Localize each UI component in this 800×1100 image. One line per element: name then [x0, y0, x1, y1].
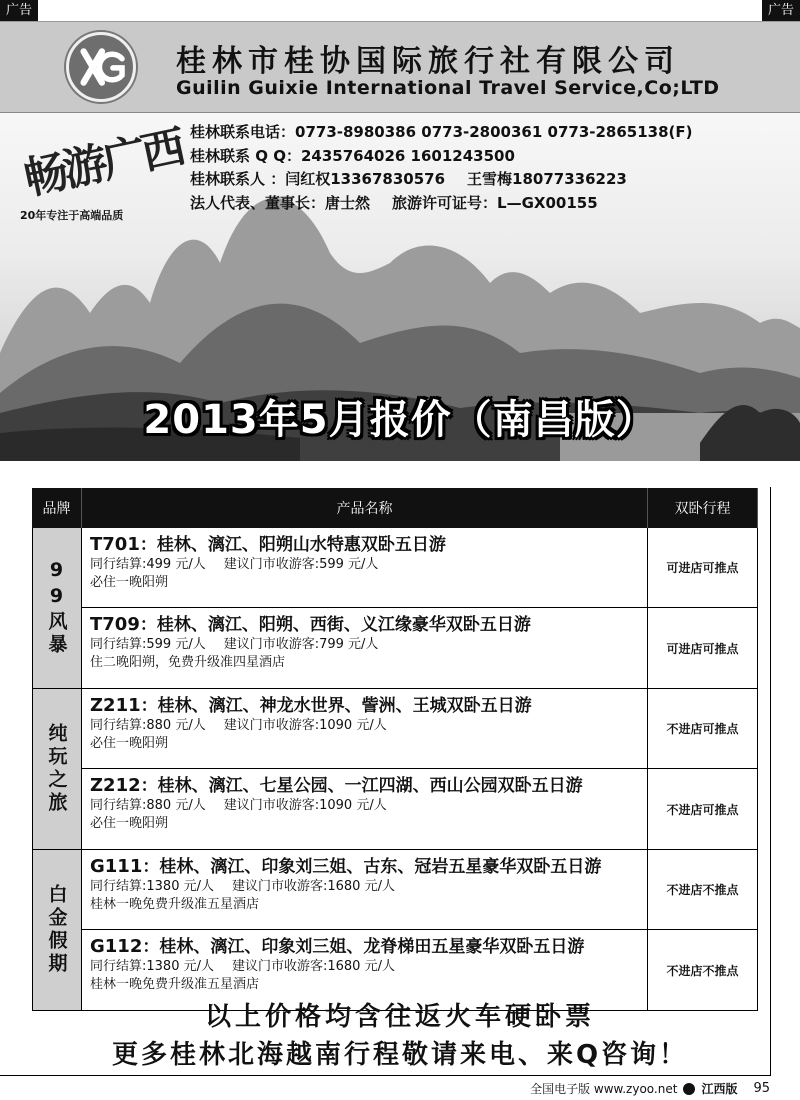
product-cell [82, 769, 648, 849]
settle-price: 同行结算:1380 元/人 [90, 959, 214, 974]
product-note: 必住一晚阳朔 [90, 736, 169, 751]
product-code: G112 [90, 936, 143, 957]
header-brand: 品牌 [32, 488, 82, 528]
slogan-block [12, 121, 187, 223]
landscape-banner [0, 113, 800, 461]
license-number: L—GX00155 [497, 193, 598, 212]
product-code: Z211 [90, 695, 141, 716]
price-title: 2013年5月报价（南昌版） [143, 397, 657, 443]
product-cell [82, 689, 648, 768]
product-title: ：桂林、漓江、印象刘三姐、古东、冠岩五星豪华双卧五日游 [142, 857, 602, 877]
contact-phone-label: 桂林联系电话： [190, 123, 296, 141]
license-label: 旅游许可证号： [392, 193, 498, 212]
price-table [32, 488, 758, 1011]
settle-price: 同行结算:880 元/人 [90, 798, 206, 813]
ad-tag-right: 广告 [762, 0, 800, 21]
page-number: 95 [753, 1081, 770, 1096]
contact-person-row [190, 168, 693, 192]
retail-price: 建议门市收游客:799 元/人 [223, 637, 379, 652]
ad-tag-left: 广告 [0, 0, 38, 21]
contact-person-label: 桂林联系人 ： [190, 170, 286, 188]
product-note: 桂林一晚免费升级准五星酒店 [90, 977, 260, 992]
page-divider [0, 1075, 770, 1076]
xg-logo-icon [69, 35, 133, 99]
product-title: ：桂林、漓江、神龙水世界、訾洲、王城双卧五日游 [140, 696, 532, 716]
shopping-policy: 不进店不推点 [648, 930, 758, 1010]
right-frame-line [770, 487, 771, 1076]
company-logo [66, 32, 136, 102]
edition-logo-icon [683, 1083, 695, 1095]
table-row [82, 769, 758, 849]
product-code: T701 [90, 534, 140, 555]
brand-name: 白金假期 [45, 884, 68, 976]
legal-rep-label: 法人代表、董事长： [190, 193, 326, 212]
table-row [82, 608, 758, 688]
contact-qq: 2435764026 1601243500 [300, 146, 515, 165]
legal-rep-name: 唐士然 [325, 193, 371, 212]
settle-price: 同行结算:599 元/人 [90, 637, 206, 652]
slogan-calligraphy: 畅游广西 [19, 121, 187, 205]
table-row [82, 528, 758, 608]
brand-cell [33, 528, 82, 688]
brand-cell [33, 689, 82, 849]
company-name-cn: 桂林市桂协国际旅行社有限公司 [176, 44, 680, 79]
brand-cell [33, 850, 82, 1010]
brand-name: 纯玩之旅 [45, 723, 68, 815]
table-header [32, 488, 758, 528]
product-cell [82, 528, 648, 607]
product-note: 住二晚阳朔，免费升级准四星酒店 [90, 655, 286, 670]
footer-site: 全国电子版 www.zyoo.net [530, 1082, 678, 1096]
product-note: 桂林一晚免费升级准五星酒店 [90, 897, 260, 912]
settle-price: 同行结算:880 元/人 [90, 718, 206, 733]
brand-group [32, 528, 758, 689]
header-product-name: 产品名称 [82, 488, 648, 528]
company-name-en: Guilin Guixie International Travel Service,Co;LTD [176, 77, 720, 99]
page-footer [530, 1080, 770, 1097]
contact-phones: 0773-8980386 0773-2800361 0773-2865138(F) [295, 123, 693, 141]
shopping-policy: 不进店不推点 [648, 850, 758, 929]
shopping-policy: 不进店可推点 [648, 689, 758, 768]
retail-price: 建议门市收游客:599 元/人 [223, 557, 379, 572]
contact-qq-row [190, 145, 693, 169]
brand-group [32, 850, 758, 1011]
table-row [82, 689, 758, 769]
product-title: ：桂林、漓江、七星公园、一江四湖、西山公园双卧五日游 [140, 776, 583, 796]
footer-note-ticket: 以上价格均含往返火车硬卧票 [204, 1002, 595, 1032]
contact-qq-label: 桂林联系 Q Q： [190, 146, 301, 165]
retail-price: 建议门市收游客:1680 元/人 [231, 959, 395, 974]
table-row [82, 850, 758, 930]
contact-person-2: 王雪梅18077336223 [467, 170, 627, 188]
product-cell [82, 608, 648, 688]
slogan-subtitle: 20年专注于高端品质 [20, 209, 124, 222]
footer-note-contact: 更多桂林北海越南行程敬请来电、来Q咨询！ [111, 1040, 689, 1070]
product-cell [82, 850, 648, 929]
shopping-policy: 不进店可推点 [648, 769, 758, 849]
product-code: Z212 [90, 775, 141, 796]
product-title: ：桂林、漓江、印象刘三姐、龙脊梯田五星豪华双卧五日游 [142, 937, 585, 957]
settle-price: 同行结算:499 元/人 [90, 557, 206, 572]
contact-info [190, 121, 693, 215]
brand-group [32, 689, 758, 850]
product-note: 必住一晚阳朔 [90, 816, 169, 831]
product-code: G111 [90, 856, 143, 877]
company-header [0, 21, 800, 113]
product-note: 必住一晚阳朔 [90, 575, 169, 590]
retail-price: 建议门市收游客:1090 元/人 [223, 718, 387, 733]
contact-legal-row [190, 192, 693, 216]
footer-edition: 江西版 [701, 1082, 738, 1096]
retail-price: 建议门市收游客:1680 元/人 [231, 879, 395, 894]
header-sleeper-itinerary: 双卧行程 [648, 488, 758, 528]
settle-price: 同行结算:1380 元/人 [90, 879, 214, 894]
shopping-policy: 可进店可推点 [648, 528, 758, 607]
shopping-policy: 可进店可推点 [648, 608, 758, 688]
product-code: T709 [90, 614, 140, 635]
contact-person-1: 闫红权13367830576 [285, 170, 446, 188]
retail-price: 建议门市收游客:1090 元/人 [223, 798, 387, 813]
product-title: ：桂林、漓江、阳朔山水特惠双卧五日游 [139, 535, 446, 555]
contact-phone-row [190, 121, 693, 145]
brand-name: 99风暴 [45, 559, 68, 657]
product-title: ：桂林、漓江、阳朔、西街、义江缘豪华双卧五日游 [139, 615, 531, 635]
